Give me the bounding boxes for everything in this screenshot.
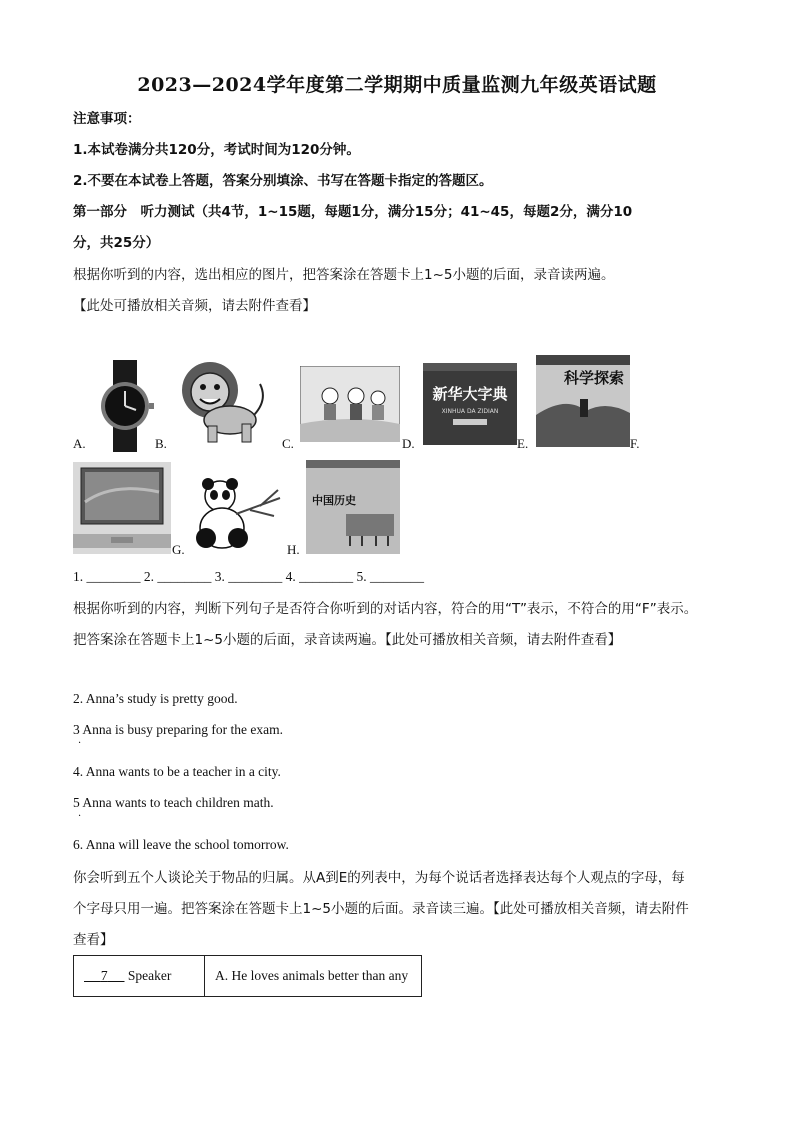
speaker-cell	[74, 956, 205, 997]
option-label-f: F.	[630, 436, 640, 451]
notice-heading: 注意事项：	[73, 111, 141, 127]
option-label-g: G.	[172, 542, 185, 557]
dictionary-picture	[423, 363, 517, 445]
part1-heading-cont: 分，共25分）	[73, 235, 160, 251]
option-label-h: H.	[287, 542, 300, 557]
matching-table	[73, 955, 422, 997]
speaker-blank-number: 7	[100, 968, 108, 983]
table-row	[74, 956, 422, 997]
page-title: 2023—2024学年度第二学期期中质量监测九年级英语试题	[137, 74, 657, 96]
option-label-c: C.	[282, 436, 294, 451]
answer-blanks: 1. ________ 2. ________ 3. ________ 4. ________ 5. ________	[73, 569, 424, 584]
watch-picture	[95, 360, 155, 452]
section1-audio-note: 【此处可播放相关音频，请去附件查看】	[73, 298, 316, 314]
lion-picture	[172, 360, 270, 446]
section3-instruction-3: 查看】	[73, 932, 114, 948]
section3-instruction-1: 你会听到五个人谈论关于物品的归属。从A到E的列表中，为每个说话者选择表达每个人观点的字母，每	[73, 870, 685, 886]
section1-instruction: 根据你听到的内容，选出相应的图片，把答案涂在答题卡上1~5小题的后面，录音读两遍。	[73, 267, 615, 283]
notice-item-1: 1.本试卷满分共120分，考试时间为120分钟。	[73, 142, 360, 158]
option-label-b: B.	[155, 436, 167, 451]
statement-dot: ·	[78, 738, 82, 749]
statement-6: 6. Anna will leave the school tomorrow.	[73, 837, 289, 852]
statement-2: 2. Anna’s study is pretty good.	[73, 691, 238, 706]
history-book-title: 中国历史	[312, 494, 356, 507]
option-cell: A. He loves animals better than any	[205, 956, 422, 997]
statement-5: 5 Anna wants to teach children math.	[73, 795, 274, 810]
history-book-picture	[306, 460, 400, 554]
speaker-label: Speaker	[127, 968, 172, 983]
science-book-picture	[536, 355, 630, 447]
dictionary-subtitle: XINHUA DA ZIDIAN	[441, 408, 499, 415]
children-cartoon-picture	[300, 366, 400, 442]
statement-dot: ·	[78, 811, 82, 822]
section2-instruction-2: 把答案涂在答题卡上1~5小题的后面，录音读两遍。【此处可播放相关音频，请去附件查看】	[73, 632, 622, 648]
option-label-d: D.	[402, 436, 415, 451]
panda-picture	[190, 478, 282, 552]
option-label-e: E.	[517, 436, 529, 451]
section3-instruction-2: 个字母只用一遍。把答案涂在答题卡上1~5小题的后面。录音读三遍。【此处可播放相关音频，请去附件	[73, 901, 689, 917]
section2-instruction-1: 根据你听到的内容，判断下列句子是否符合你听到的对话内容，符合的用“T”表示，不符合的用“F”表示。	[73, 601, 698, 617]
notice-item-2: 2.不要在本试卷上答题，答案分别填涂、书写在答题卡指定的答题区。	[73, 173, 493, 189]
dictionary-title: 新华大字典	[432, 385, 508, 403]
laptop-picture	[73, 462, 171, 554]
science-book-title: 科学探索	[563, 369, 625, 387]
part1-heading: 第一部分 听力测试（共4节，1~15题，每题1分，满分15分；41~45，每题2分，满分10	[73, 204, 633, 220]
option-label-a: A.	[73, 436, 86, 451]
statement-3: 3 Anna is busy preparing for the exam.	[73, 722, 283, 737]
statement-4: 4. Anna wants to be a teacher in a city.	[73, 764, 281, 779]
